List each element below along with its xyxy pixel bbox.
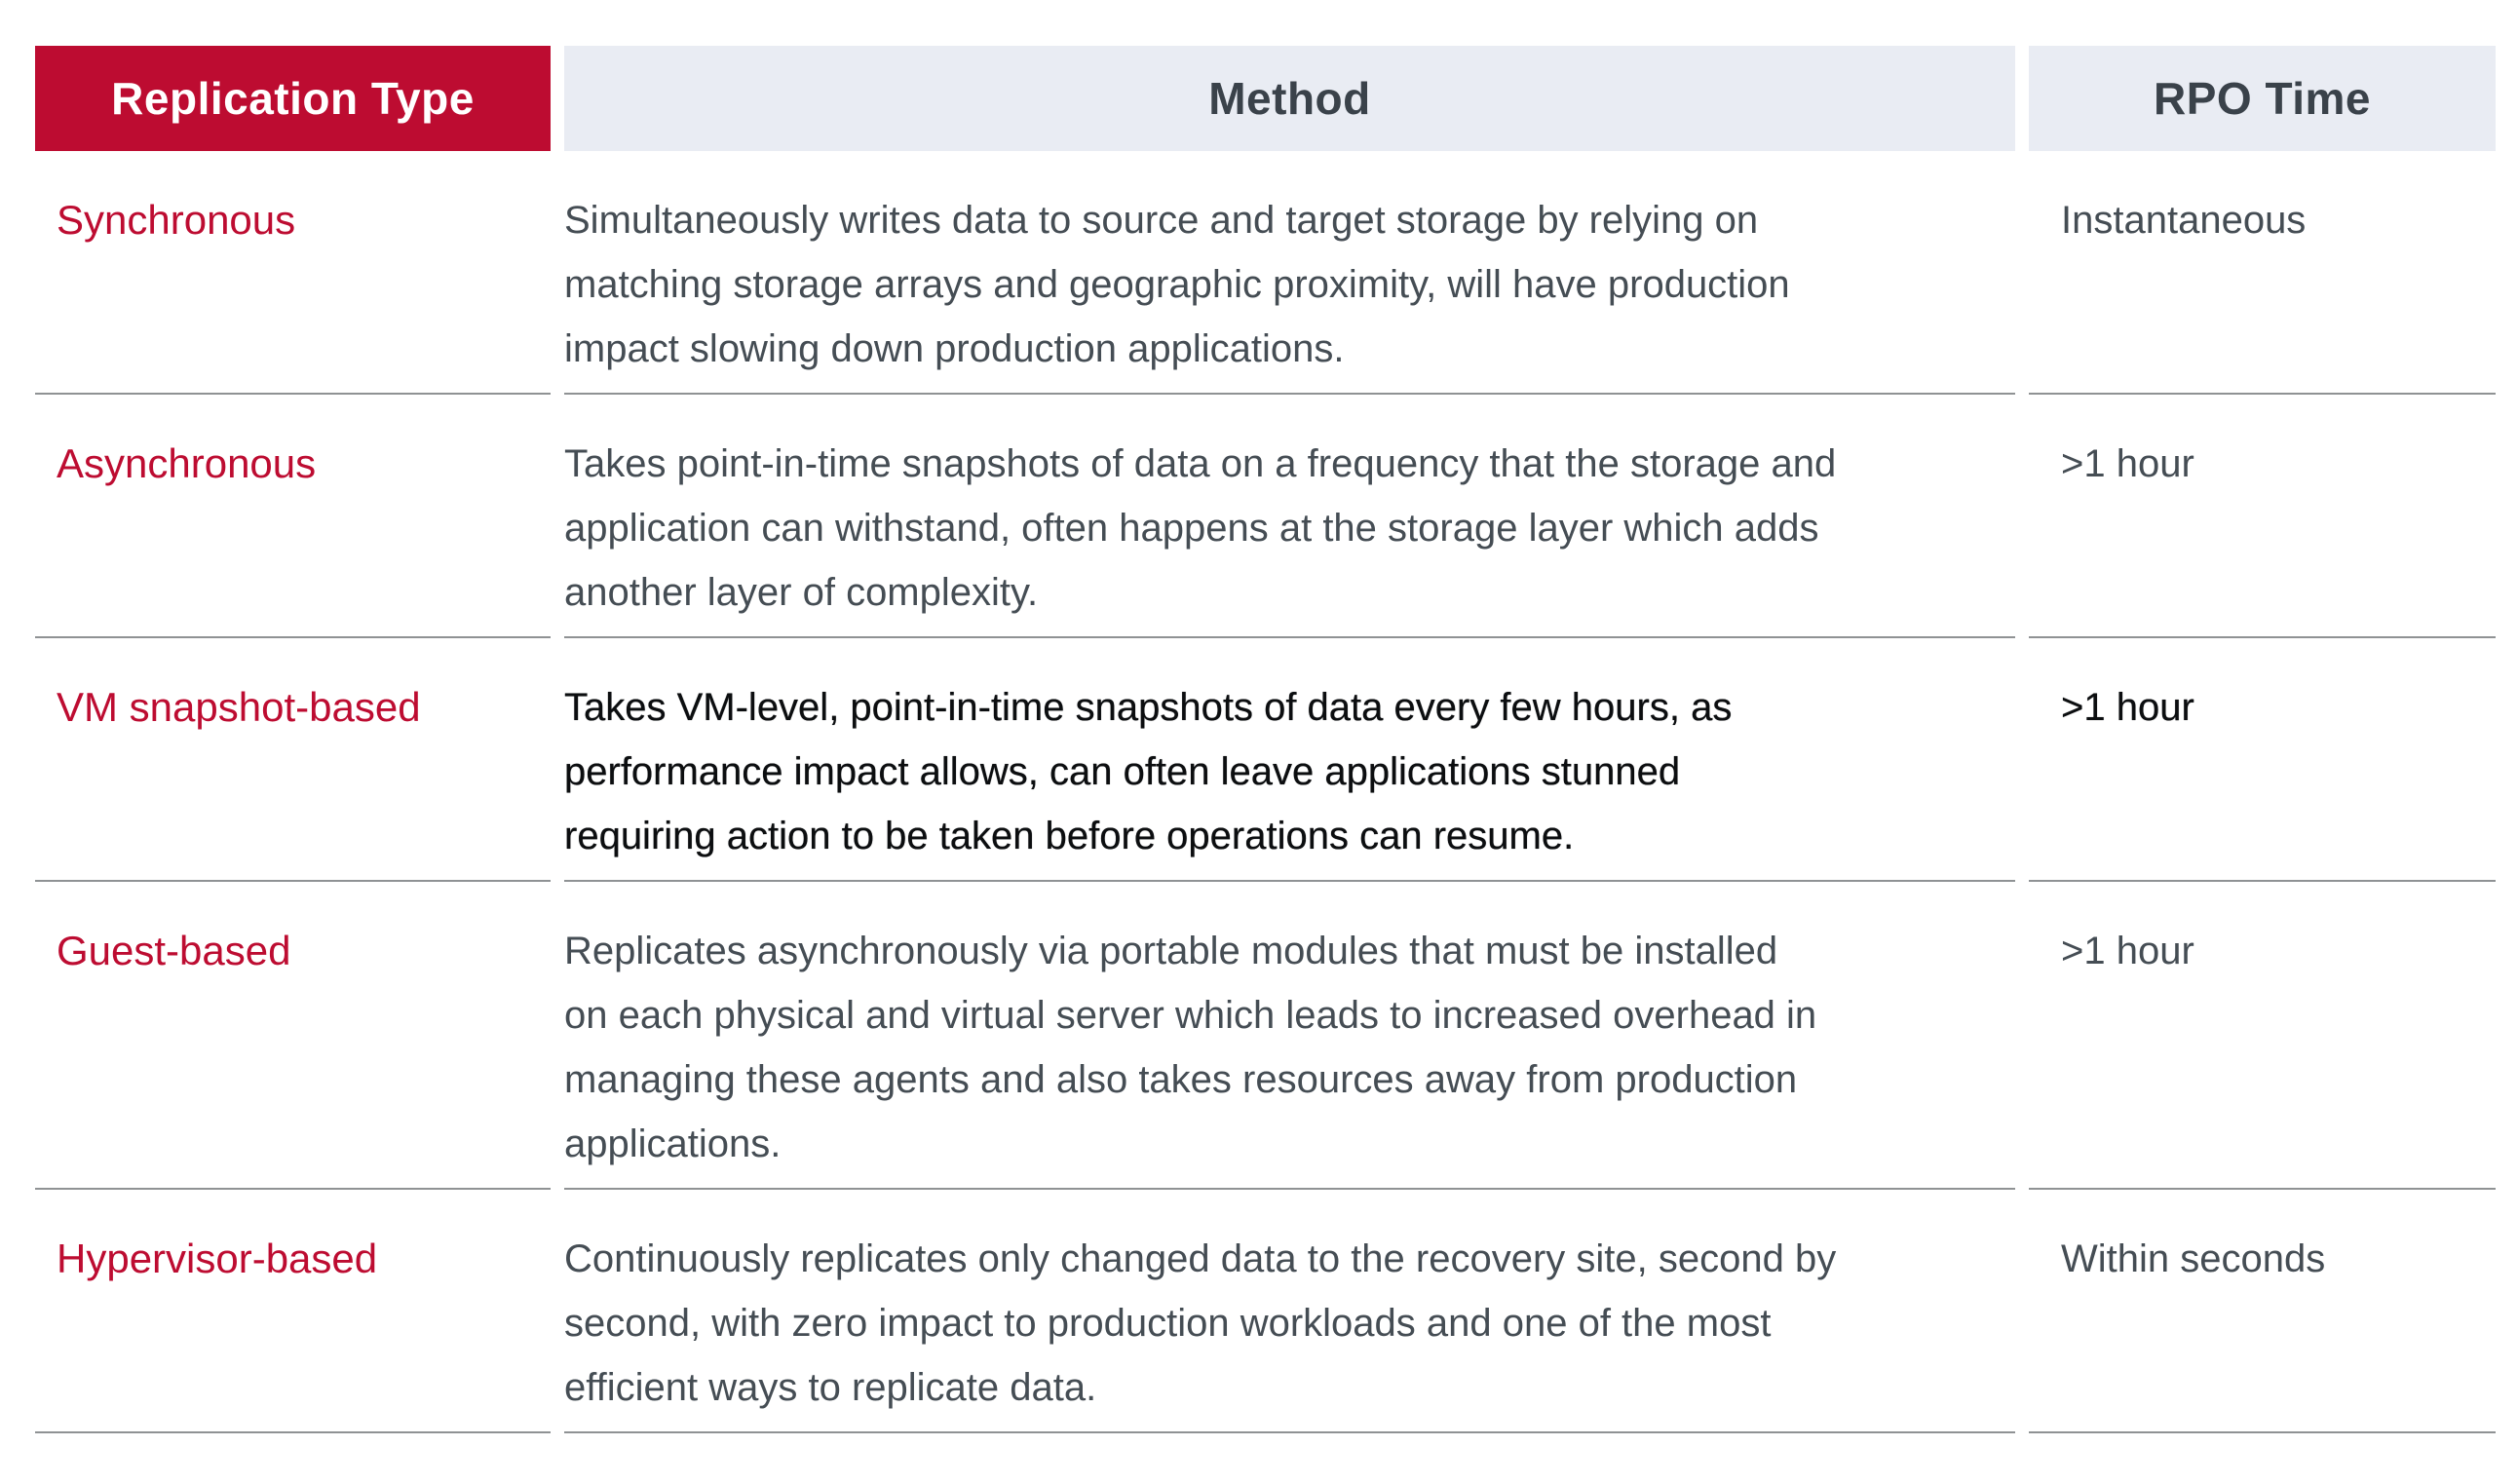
table-header-row <box>35 46 2497 151</box>
method-text-line: applications. <box>564 1123 782 1165</box>
replication-type-label: Asynchronous <box>35 395 551 638</box>
replication-type-label: Hypervisor-based <box>35 1190 551 1433</box>
rpo-time-value: >1 hour <box>2029 882 2496 1190</box>
table-row <box>35 638 2497 882</box>
method-text-line: on each physical and virtual server which leads to increased overhead in <box>564 994 1817 1037</box>
method-description <box>564 151 2015 395</box>
replication-type-label: Guest-based <box>35 882 551 1190</box>
method-text-line: requiring action to be taken before operations can resume. <box>564 815 1575 857</box>
method-description <box>564 1190 2015 1433</box>
method-text-line: impact slowing down production applications. <box>564 327 1345 370</box>
method-text-line: Simultaneously writes data to source and target storage by relying on <box>564 199 1759 242</box>
table-row <box>35 395 2497 638</box>
method-text-line: application can withstand, often happens at the storage layer which adds <box>564 507 1819 550</box>
method-text-line: Takes VM-level, point-in-time snapshots of data every few hours, as <box>564 686 1733 729</box>
method-text-line: matching storage arrays and geographic proximity, will have production <box>564 263 1790 306</box>
replication-type-label: Synchronous <box>35 151 551 395</box>
method-description <box>564 638 2015 882</box>
table-row <box>35 1190 2497 1433</box>
method-description <box>564 882 2015 1190</box>
table-row <box>35 151 2497 395</box>
method-text-line: managing these agents and also takes resources away from production <box>564 1058 1798 1101</box>
replication-comparison-table <box>35 46 2497 1433</box>
rpo-time-value: Within seconds <box>2029 1190 2496 1433</box>
method-description <box>564 395 2015 638</box>
method-text-line: second, with zero impact to production workloads and one of the most <box>564 1302 1772 1345</box>
rpo-time-value: >1 hour <box>2029 395 2496 638</box>
rpo-time-value: Instantaneous <box>2029 151 2496 395</box>
method-text-line: another layer of complexity. <box>564 571 1039 614</box>
column-header-replication-type: Replication Type <box>35 46 551 151</box>
replication-type-label: VM snapshot-based <box>35 638 551 882</box>
method-text-line: Continuously replicates only changed data to the recovery site, second by <box>564 1237 1837 1280</box>
method-text-line: performance impact allows, can often leave applications stunned <box>564 750 1681 793</box>
method-text-line: efficient ways to replicate data. <box>564 1366 1097 1409</box>
method-text-line: Takes point-in-time snapshots of data on a frequency that the storage and <box>564 442 1837 485</box>
table-body <box>35 151 2497 1433</box>
table-row <box>35 882 2497 1190</box>
column-header-rpo-time: RPO Time <box>2029 46 2496 151</box>
rpo-time-value: >1 hour <box>2029 638 2496 882</box>
method-text-line: Replicates asynchronously via portable modules that must be installed <box>564 930 1778 972</box>
column-header-method: Method <box>564 46 2015 151</box>
